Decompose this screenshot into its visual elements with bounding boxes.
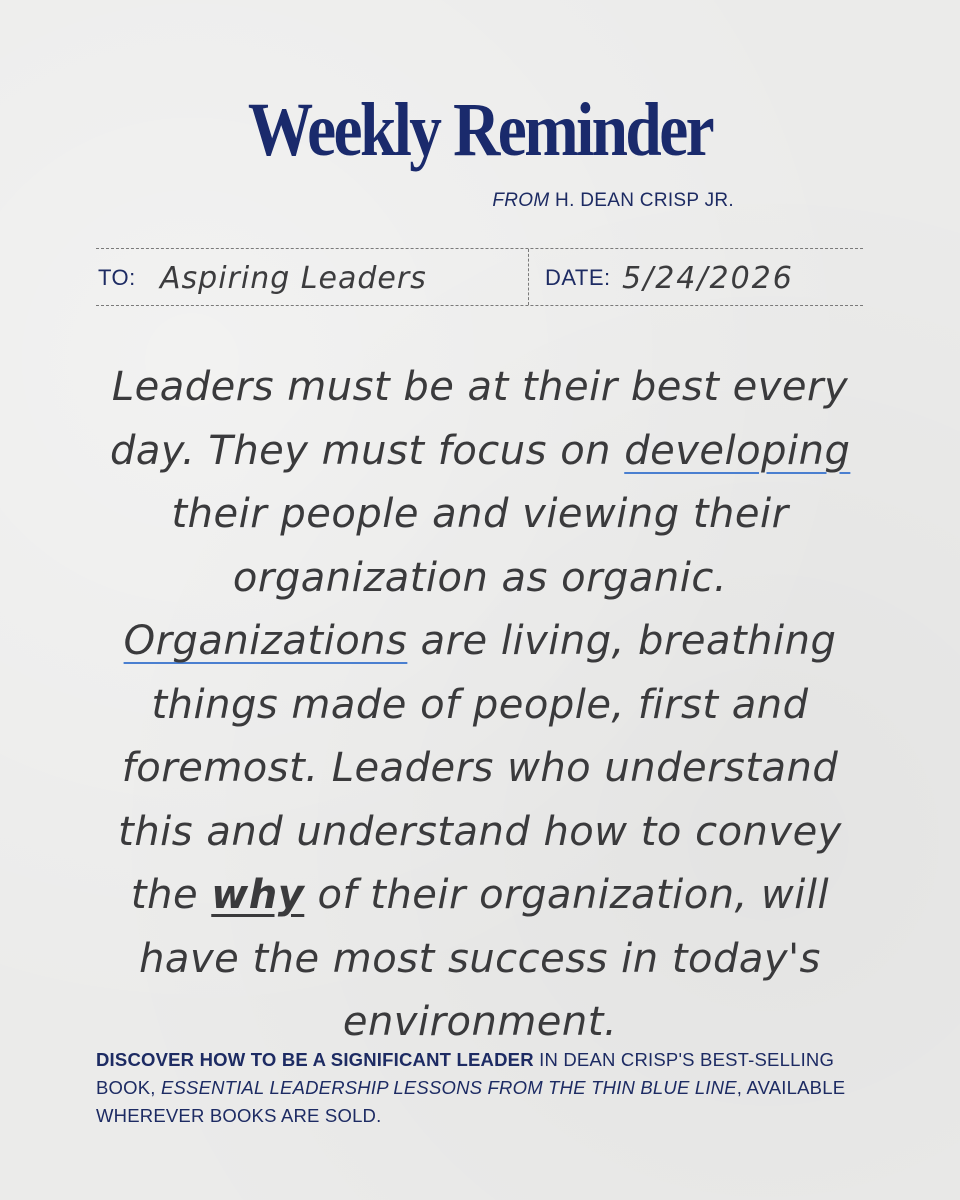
emphasized-word: why [211,872,305,918]
note-line: Leaders must be at their best every [111,364,849,410]
date-label: DATE: [545,265,611,290]
note-text: are living, breathing [407,618,837,664]
note-line: this and understand how to convey [118,808,842,855]
memo-header [96,248,863,306]
promo-text: IN DEAN CRISP'S BEST-SELLING BOOK, [96,1049,835,1098]
note-line: their people and viewing their [171,491,789,537]
handwritten-note [110,356,850,1055]
note-line: organization as organic. [232,554,728,601]
note-text: of their organization, will [304,872,830,918]
note-line: environment. [342,999,618,1045]
note-line [110,864,850,928]
note-line: things made of people, first and [151,681,809,728]
underlined-word: developing [624,427,851,474]
to-value: Aspiring Leaders [160,261,427,296]
promo-headline: DISCOVER HOW TO BE A SIGNIFICANT LEADER [96,1049,534,1070]
from-line [492,190,734,212]
book-title: ESSENTIAL LEADERSHIP LESSONS FROM THE THIN BLUE LINE [160,1077,737,1098]
to-label: TO: [98,265,136,290]
note-line [110,420,850,484]
date-value: 5/24/2026 [622,261,794,296]
note-text: the [130,872,212,918]
from-prefix: FROM [492,190,550,211]
note-line: foremost. Leaders who understand [121,745,839,791]
promo-text-end: , AVAILABLE WHEREVER BOOKS ARE SOLD. [96,1077,846,1126]
note-line [110,610,850,674]
page-title: Weekly Reminder [247,88,713,172]
note-line: have the most success in today's [139,935,821,982]
memo-divider [528,249,529,305]
from-name: H. DEAN CRISP JR. [555,190,734,211]
book-promo [96,1046,886,1130]
note-text: day. They must focus on [110,427,625,474]
underlined-word: Organizations [123,618,408,664]
